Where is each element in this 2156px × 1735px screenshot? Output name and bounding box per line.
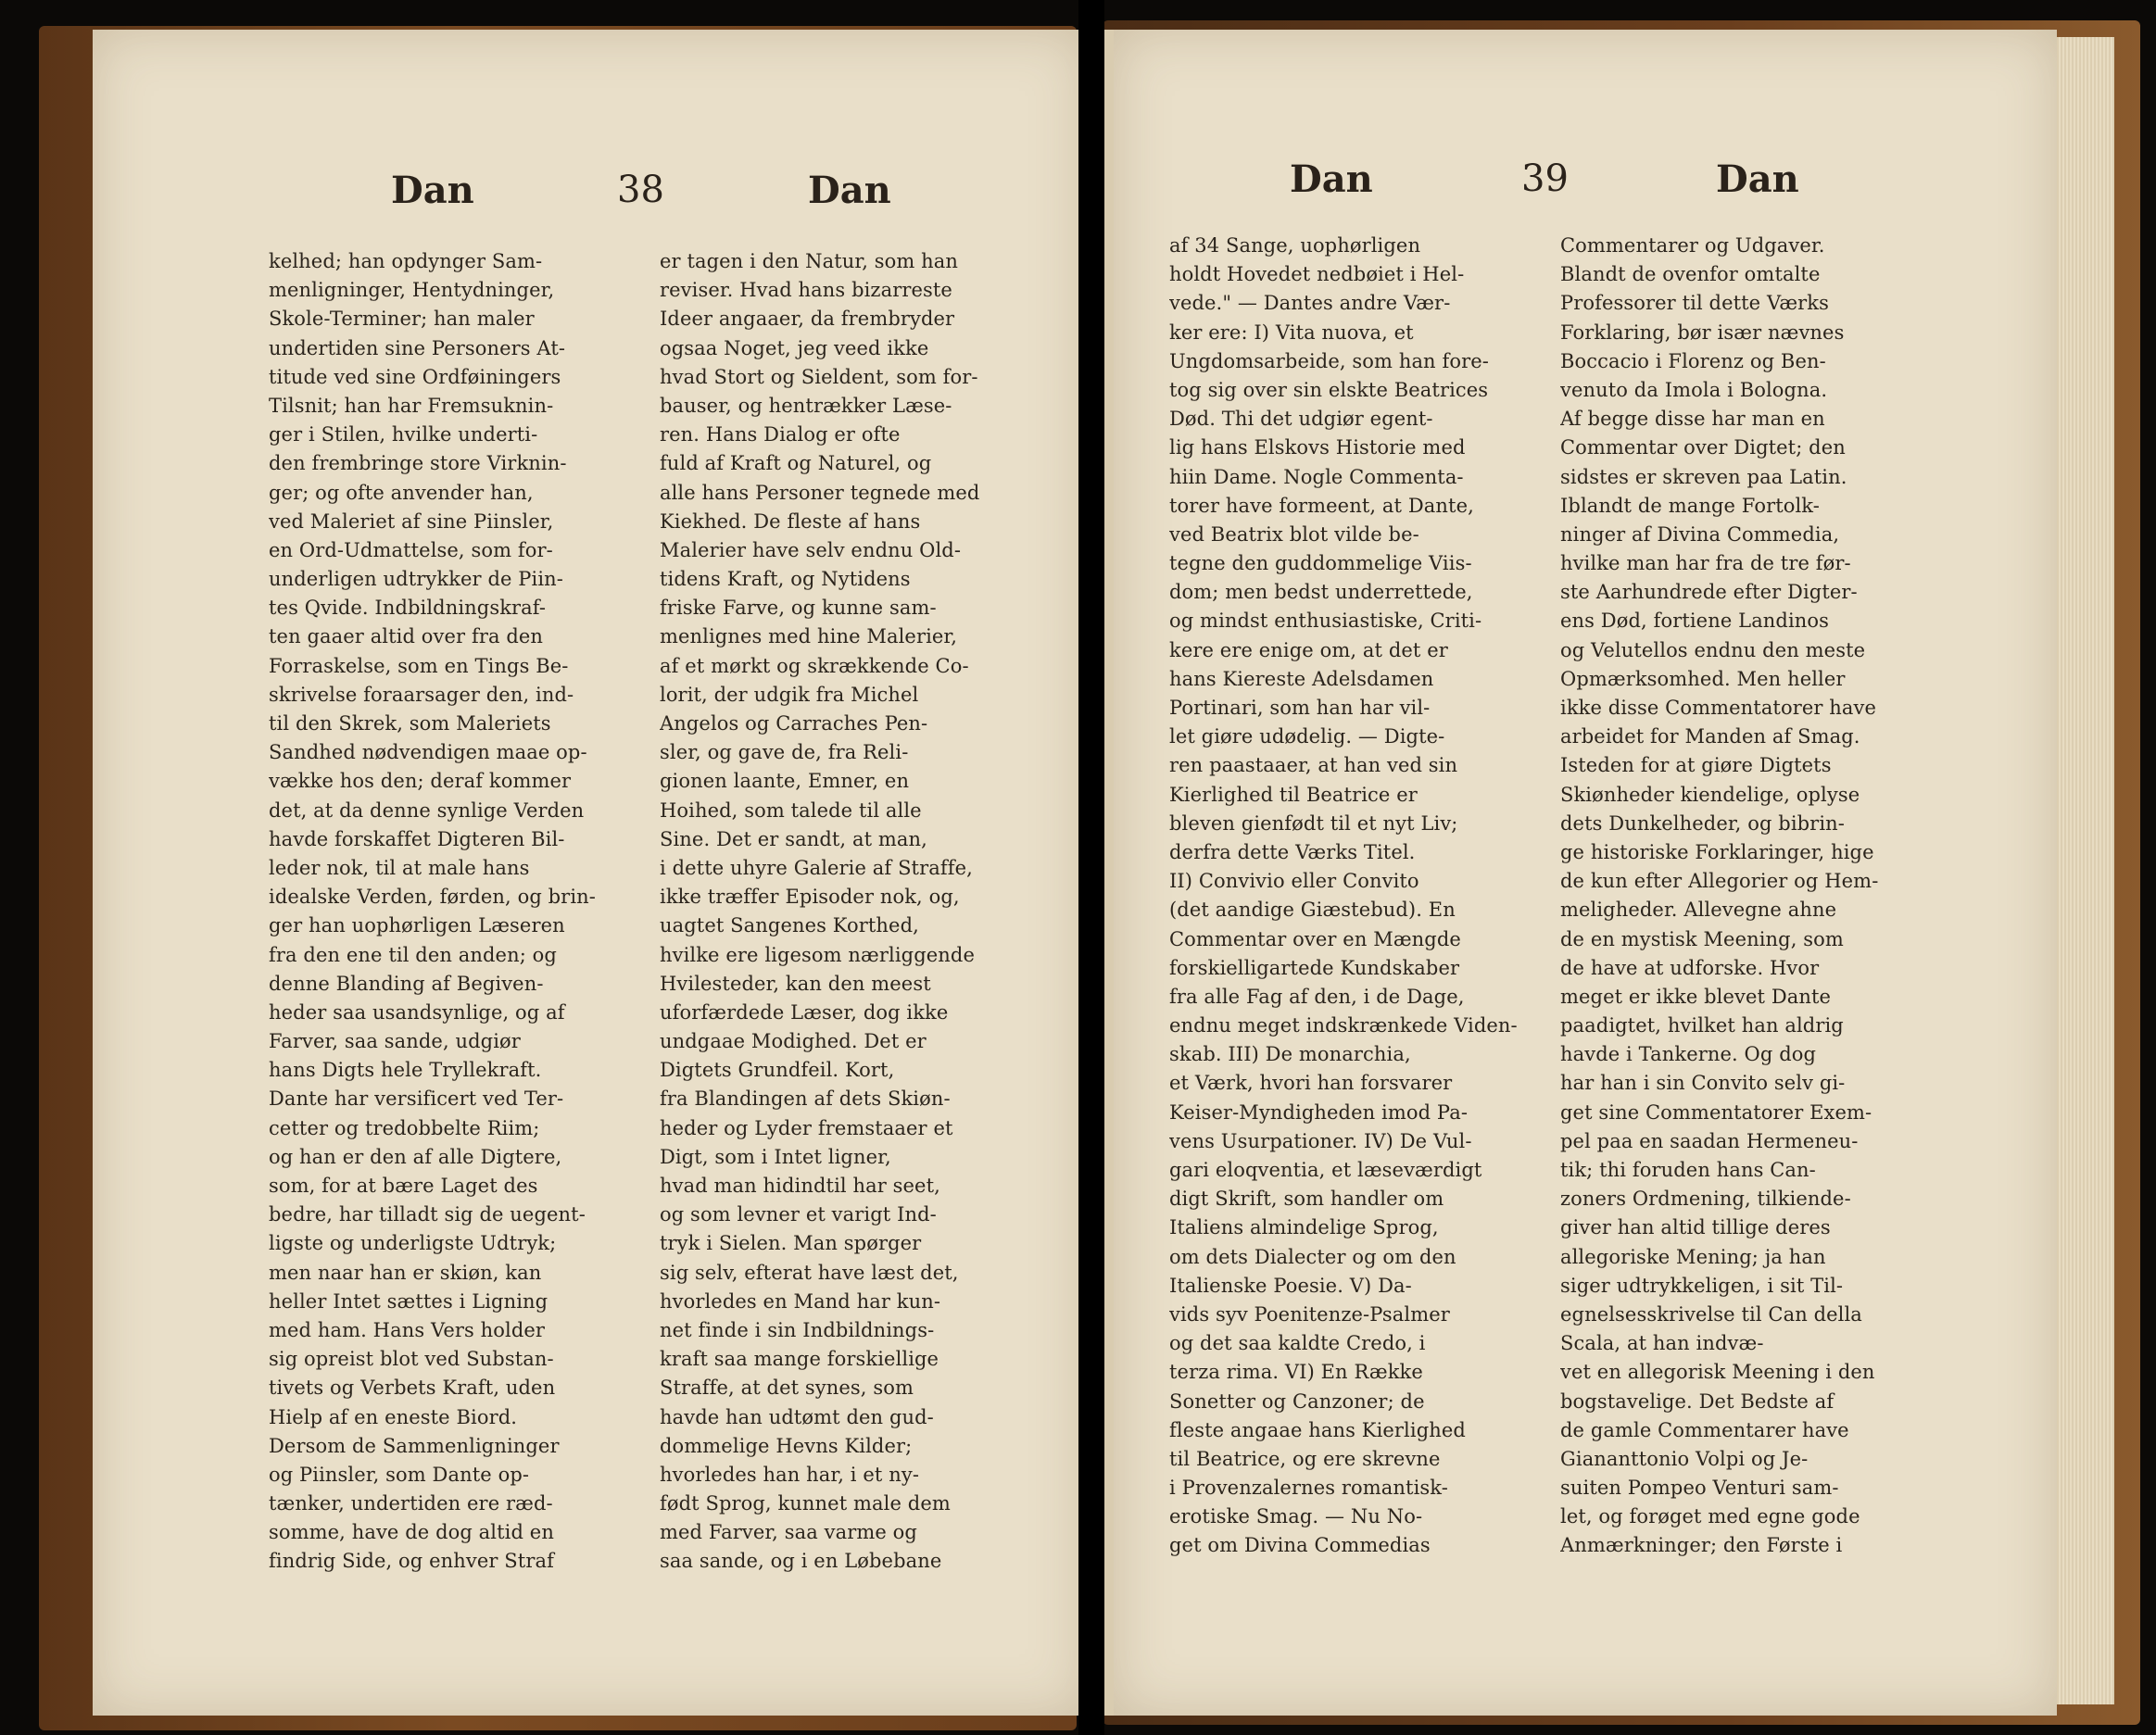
text-line: havde forskaffet Digteren Bil- xyxy=(269,827,565,850)
text-line: det, at da denne synlige Verden xyxy=(269,798,585,822)
spine-gutter xyxy=(1078,0,1104,1735)
text-line: derfra dette Værks Titel. xyxy=(1169,840,1416,863)
text-line: let, og forøget med egne gode xyxy=(1560,1505,1860,1528)
text-line: menligninger, Hentydninger, xyxy=(269,279,555,302)
text-line: Professorer til dette Værks xyxy=(1560,292,1830,315)
text-line: ger i Stilen, hvilke underti- xyxy=(269,423,538,446)
text-line: tes Qvide. Indbildningskraf- xyxy=(269,597,547,620)
text-line: bauser, og hentrækker Læse- xyxy=(660,394,952,417)
text-line: sler, og gave de, fra Reli- xyxy=(660,741,909,764)
text-line: sig opreist blot ved Substan- xyxy=(269,1348,554,1371)
text-line: egnelsesskrivelse til Can della xyxy=(1560,1302,1862,1326)
text-line: uforfærdede Læser, dog ikke xyxy=(660,1000,949,1024)
text-line: ved Maleriet af sine Piinsler, xyxy=(269,509,554,533)
text-line: Dante har versificert ved Ter- xyxy=(269,1088,564,1111)
text-line: arbeidet for Manden af Smag. xyxy=(1560,725,1860,748)
text-line: Sine. Det er sandt, at man, xyxy=(660,827,927,850)
text-line: lig hans Elskovs Historie med xyxy=(1169,436,1466,459)
text-line: ikke træffer Episoder nok, og, xyxy=(660,886,960,909)
text-line: Forraskelse, som en Tings Be- xyxy=(269,654,569,677)
text-line: født Sprog, kunnet male dem xyxy=(660,1492,951,1515)
text-line: meligheder. Allevegne ahne xyxy=(1560,899,1837,922)
text-line: Sandhed nødvendigen maae op- xyxy=(269,741,587,764)
text-line: Isteden for at giøre Digtets xyxy=(1560,754,1832,777)
left-header-word-left: Dan xyxy=(391,169,474,212)
right-page-number: 39 xyxy=(1521,157,1569,200)
right-page-column-1 xyxy=(1169,232,1518,1561)
text-line: Angelos og Carraches Pen- xyxy=(660,712,928,735)
text-line: leder nok, til at male hans xyxy=(269,856,530,879)
text-line: skrivelse foraarsager den, ind- xyxy=(269,683,574,706)
text-line: hans Kiereste Adelsdamen xyxy=(1169,667,1434,690)
text-line: zoners Ordmening, tilkiende- xyxy=(1560,1188,1851,1211)
text-line: Hvilesteder, kan den meest xyxy=(660,972,931,995)
text-line: de en mystisk Meening, som xyxy=(1560,927,1844,950)
text-line: ens Død, fortiene Landinos xyxy=(1560,610,1830,633)
text-line: fleste angaae hans Kierlighed xyxy=(1169,1418,1466,1441)
text-line: ligste og underligste Udtryk; xyxy=(269,1232,557,1255)
text-line: er tagen i den Natur, som han xyxy=(660,250,959,272)
text-line: Kierlighed til Beatrice er xyxy=(1169,783,1418,806)
text-line: ker ere: I) Vita nuova, et xyxy=(1169,321,1414,344)
text-line: undertiden sine Personers At- xyxy=(269,336,566,359)
text-line: tryk i Sielen. Man spørger xyxy=(660,1232,922,1255)
text-line: hvilke ere ligesom nærliggende xyxy=(660,943,975,966)
text-line: menlignes med hine Malerier, xyxy=(660,625,958,648)
text-line: sig selv, efterat have læst det, xyxy=(660,1261,959,1284)
text-line: fra den ene til den anden; og xyxy=(269,943,557,966)
text-line: havde i Tankerne. Og dog xyxy=(1560,1043,1817,1066)
right-running-head xyxy=(1114,157,2057,213)
text-line: cetter og tredobbelte Riim; xyxy=(269,1116,540,1139)
text-line: bleven gienfødt til et nyt Liv; xyxy=(1169,811,1458,835)
text-line: som, for at bære Laget des xyxy=(269,1175,538,1197)
text-line: gari eloqventia, et læseværdigt xyxy=(1169,1159,1482,1181)
text-line: denne Blanding af Begiven- xyxy=(269,972,544,995)
text-line: tidens Kraft, og Nytidens xyxy=(660,568,911,591)
text-line: ikke disse Commentatorer have xyxy=(1560,697,1877,719)
text-line: og det saa kaldte Credo, i xyxy=(1169,1332,1426,1355)
right-page xyxy=(1104,30,2057,1716)
text-line: hvorledes han har, i et ny- xyxy=(660,1463,920,1486)
text-line: uagtet Sangenes Korthed, xyxy=(660,914,919,937)
text-line: Commentarer og Udgaver. xyxy=(1560,234,1825,257)
text-line: heder saa usandsynlige, og af xyxy=(269,1000,565,1024)
text-line: ge historiske Forklaringer, hige xyxy=(1560,840,1874,863)
text-line: fra Blandingen af dets Skiøn- xyxy=(660,1088,951,1111)
text-line: Straffe, at det synes, som xyxy=(660,1377,914,1400)
text-line: tivets og Verbets Kraft, uden xyxy=(269,1377,556,1400)
text-line: net finde i sin Indbildnings- xyxy=(660,1318,935,1341)
text-line: skab. III) De monarchia, xyxy=(1169,1043,1411,1066)
text-line: til den Skrek, som Maleriets xyxy=(269,712,551,735)
text-line: af 34 Sange, uophørligen xyxy=(1169,234,1421,257)
text-line: ger; og ofte anvender han, xyxy=(269,481,534,504)
text-line: og mindst enthusiastiske, Criti- xyxy=(1169,610,1482,633)
text-line: sidstes er skreven paa Latin. xyxy=(1560,465,1847,488)
text-line: af et mørkt og skrækkende Co- xyxy=(660,654,969,677)
text-line: hans Digts hele Tryllekraft. xyxy=(269,1059,542,1082)
text-line: hvad Stort og Sieldent, som for- xyxy=(660,365,978,388)
page-edges xyxy=(2048,37,2114,1704)
text-line: Digt, som i Intet ligner, xyxy=(660,1145,891,1168)
text-line: Død. Thi det udgiør egent- xyxy=(1169,408,1433,431)
text-line: til Beatrice, og ere skrevne xyxy=(1169,1447,1441,1470)
text-line: undgaae Modighed. Det er xyxy=(660,1030,927,1053)
text-line: har han i sin Convito selv gi- xyxy=(1560,1072,1846,1095)
text-line: Malerier have selv endnu Old- xyxy=(660,538,962,561)
text-line: Italienske Poesie. V) Da- xyxy=(1169,1274,1412,1297)
text-line: et Værk, hvori han forsvarer xyxy=(1169,1072,1453,1095)
text-line: meget er ikke blevet Dante xyxy=(1560,985,1832,1008)
text-line: de gamle Commentarer have xyxy=(1560,1418,1849,1441)
text-line: Af begge disse har man en xyxy=(1560,408,1825,431)
text-line: venuto da Imola i Bologna. xyxy=(1560,378,1828,401)
text-line: havde han udtømt den gud- xyxy=(660,1405,934,1428)
text-line: de kun efter Allegorier og Hem- xyxy=(1560,870,1879,893)
text-line: terza rima. VI) En Række xyxy=(1169,1361,1423,1384)
right-header-word-right: Dan xyxy=(1716,157,1799,201)
text-line: med Farver, saa varme og xyxy=(660,1521,917,1544)
text-line: i Provenzalernes romantisk- xyxy=(1169,1477,1448,1500)
text-line: dets Dunkelheder, og bibrin- xyxy=(1560,811,1845,835)
right-page-column-2 xyxy=(1560,232,1878,1561)
text-line: reviser. Hvad hans bizarreste xyxy=(660,279,952,302)
text-line: Dersom de Sammenligninger xyxy=(269,1434,560,1457)
text-line: og Piinsler, som Dante op- xyxy=(269,1463,530,1486)
text-line: vet en allegorisk Meening i den xyxy=(1560,1361,1875,1384)
text-line: Skole-Terminer; han maler xyxy=(269,308,535,331)
text-line: alle hans Personer tegnede med xyxy=(660,481,980,504)
text-line: Blandt de ovenfor omtalte xyxy=(1560,263,1821,286)
text-line: kelhed; han opdynger Sam- xyxy=(269,250,543,272)
text-line: Italiens almindelige Sprog, xyxy=(1169,1216,1439,1239)
text-line: let giøre udødelig. — Digte- xyxy=(1169,725,1445,748)
text-line: digt Skrift, som handler om xyxy=(1169,1188,1444,1211)
text-line: Scala, at han indvæ- xyxy=(1560,1332,1764,1355)
text-line: og som levner et varigt Ind- xyxy=(660,1203,937,1226)
text-line: hiin Dame. Nogle Commenta- xyxy=(1169,465,1464,488)
text-line: bogstavelige. Det Bedste af xyxy=(1560,1389,1834,1413)
text-line: hvad man hidindtil har seet, xyxy=(660,1175,940,1197)
text-line: Farver, saa sande, udgiør xyxy=(269,1030,521,1053)
text-line: Opmærksomhed. Men heller xyxy=(1560,667,1846,690)
text-line: (det aandige Giæstebud). En xyxy=(1169,899,1456,922)
text-line: Commentar over Digtet; den xyxy=(1560,436,1846,459)
text-line: endnu meget indskrænkede Viden- xyxy=(1169,1014,1518,1037)
text-line: vens Usurpationer. IV) De Vul- xyxy=(1169,1129,1472,1152)
text-line: gionen laante, Emner, en xyxy=(660,770,910,793)
text-line: tegne den guddommelige Viis- xyxy=(1169,552,1472,575)
text-line: den frembringe store Virknin- xyxy=(269,452,567,475)
text-line: allegoriske Mening; ja han xyxy=(1560,1245,1826,1268)
text-line: holdt Hovedet nedbøiet i Hel- xyxy=(1169,263,1465,286)
text-line: underligen udtrykker de Piin- xyxy=(269,568,563,591)
text-line: Keiser-Myndigheden imod Pa- xyxy=(1169,1100,1469,1124)
text-line: giver han altid tillige deres xyxy=(1560,1216,1831,1239)
text-line: med ham. Hans Vers holder xyxy=(269,1318,546,1341)
text-line: tænker, undertiden ere ræd- xyxy=(269,1492,553,1515)
text-line: vede." — Dantes andre Vær- xyxy=(1169,292,1451,315)
text-line: Portinari, som han har vil- xyxy=(1169,697,1431,719)
text-line: kere ere enige om, at det er xyxy=(1169,638,1448,661)
text-line: ved Beatrix blot vilde be- xyxy=(1169,522,1419,546)
text-line: dommelige Hevns Kilder; xyxy=(660,1434,913,1457)
text-line: vække hos den; deraf kommer xyxy=(269,770,572,793)
text-line: II) Convivio eller Convito xyxy=(1169,870,1419,893)
text-line: saa sande, og i en Løbebane xyxy=(660,1550,942,1573)
left-running-head xyxy=(93,169,1086,224)
left-header-word-right: Dan xyxy=(808,169,891,212)
text-line: idealske Verden, førden, og brin- xyxy=(269,886,596,909)
text-line: Anmærkninger; den Første i xyxy=(1560,1534,1843,1557)
text-line: bedre, har tilladt sig de uegent- xyxy=(269,1203,586,1226)
text-line: hvilke man har fra de tre før- xyxy=(1560,552,1851,575)
text-line: fra alle Fag af den, i de Dage, xyxy=(1169,985,1465,1008)
text-line: Hielp af en eneste Biord. xyxy=(269,1405,518,1428)
text-line: ren. Hans Dialog er ofte xyxy=(660,423,901,446)
text-line: Boccacio i Florenz og Ben- xyxy=(1560,349,1826,372)
text-line: ninger af Divina Commedia, xyxy=(1560,522,1840,546)
text-line: de have at udforske. Hvor xyxy=(1560,956,1820,979)
text-line: dom; men bedst underrettede, xyxy=(1169,581,1473,604)
text-line: heder og Lyder fremstaaer et xyxy=(660,1116,953,1139)
text-line: ger han uophørligen Læseren xyxy=(269,914,565,937)
text-line: ogsaa Noget, jeg veed ikke xyxy=(660,336,929,359)
left-page-number: 38 xyxy=(617,169,664,211)
text-line: get sine Commentatorer Exem- xyxy=(1560,1100,1872,1124)
text-line: paadigtet, hvilket han aldrig xyxy=(1560,1014,1844,1037)
text-line: Iblandt de mange Fortolk- xyxy=(1560,494,1820,517)
text-line: Forklaring, bør især nævnes xyxy=(1560,321,1845,344)
text-line: Ideer angaaer, da frembryder xyxy=(660,308,955,331)
text-line: kraft saa mange forskiellige xyxy=(660,1348,939,1371)
text-line: ste Aarhundrede efter Digter- xyxy=(1560,581,1858,604)
text-line: en Ord-Udmattelse, som for- xyxy=(269,538,553,561)
text-line: tik; thi foruden hans Can- xyxy=(1560,1159,1816,1181)
text-line: Kiekhed. De fleste af hans xyxy=(660,509,921,533)
text-line: suiten Pompeo Venturi sam- xyxy=(1560,1477,1839,1500)
text-line: forskielligartede Kundskaber xyxy=(1169,956,1460,979)
text-line: om dets Dialecter og om den xyxy=(1169,1245,1456,1268)
text-line: erotiske Smag. — Nu No- xyxy=(1169,1505,1423,1528)
text-line: somme, have de dog altid en xyxy=(269,1521,554,1544)
right-header-word-left: Dan xyxy=(1290,157,1373,201)
left-page-column-2 xyxy=(660,247,979,1577)
text-line: Hoihed, som talede til alle xyxy=(660,798,922,822)
text-line: tog sig over sin elskte Beatrices xyxy=(1169,378,1489,401)
text-line: i dette uhyre Galerie af Straffe, xyxy=(660,856,973,879)
text-line: Digtets Grundfeil. Kort, xyxy=(660,1059,895,1082)
text-line: lorit, der udgik fra Michel xyxy=(660,683,919,706)
text-line: Ungdomsarbeide, som han fore- xyxy=(1169,349,1489,372)
text-line: siger udtrykkeligen, i sit Til- xyxy=(1560,1274,1844,1297)
text-line: vids syv Poenitenze-Psalmer xyxy=(1169,1302,1450,1326)
text-line: titude ved sine Ordføiningers xyxy=(269,365,561,388)
text-line: ren paastaaer, at han ved sin xyxy=(1169,754,1458,777)
text-line: og Velutellos endnu den meste xyxy=(1560,638,1866,661)
text-line: Sonetter og Canzoner; de xyxy=(1169,1389,1425,1413)
text-line: fuld af Kraft og Naturel, og xyxy=(660,452,932,475)
text-line: heller Intet sættes i Ligning xyxy=(269,1289,548,1313)
text-line: Tilsnit; han har Fremsuknin- xyxy=(269,394,554,417)
text-line: og han er den af alle Digtere, xyxy=(269,1145,562,1168)
text-line: Commentar over en Mængde xyxy=(1169,927,1461,950)
text-line: pel paa en saadan Hermeneu- xyxy=(1560,1129,1859,1152)
text-line: friske Farve, og kunne sam- xyxy=(660,597,937,620)
left-page-column-1 xyxy=(269,247,596,1577)
text-line: men naar han er skiøn, kan xyxy=(269,1261,542,1284)
text-line: ten gaaer altid over fra den xyxy=(269,625,544,648)
left-page xyxy=(93,30,1099,1716)
text-line: torer have formeent, at Dante, xyxy=(1169,494,1474,517)
text-line: findrig Side, og enhver Straf xyxy=(269,1550,554,1573)
text-line: hvorledes en Mand har kun- xyxy=(660,1289,941,1313)
text-line: Giananttonio Volpi og Je- xyxy=(1560,1447,1809,1470)
text-line: get om Divina Commedias xyxy=(1169,1534,1431,1557)
text-line: Skiønheder kiendelige, oplyse xyxy=(1560,783,1860,806)
